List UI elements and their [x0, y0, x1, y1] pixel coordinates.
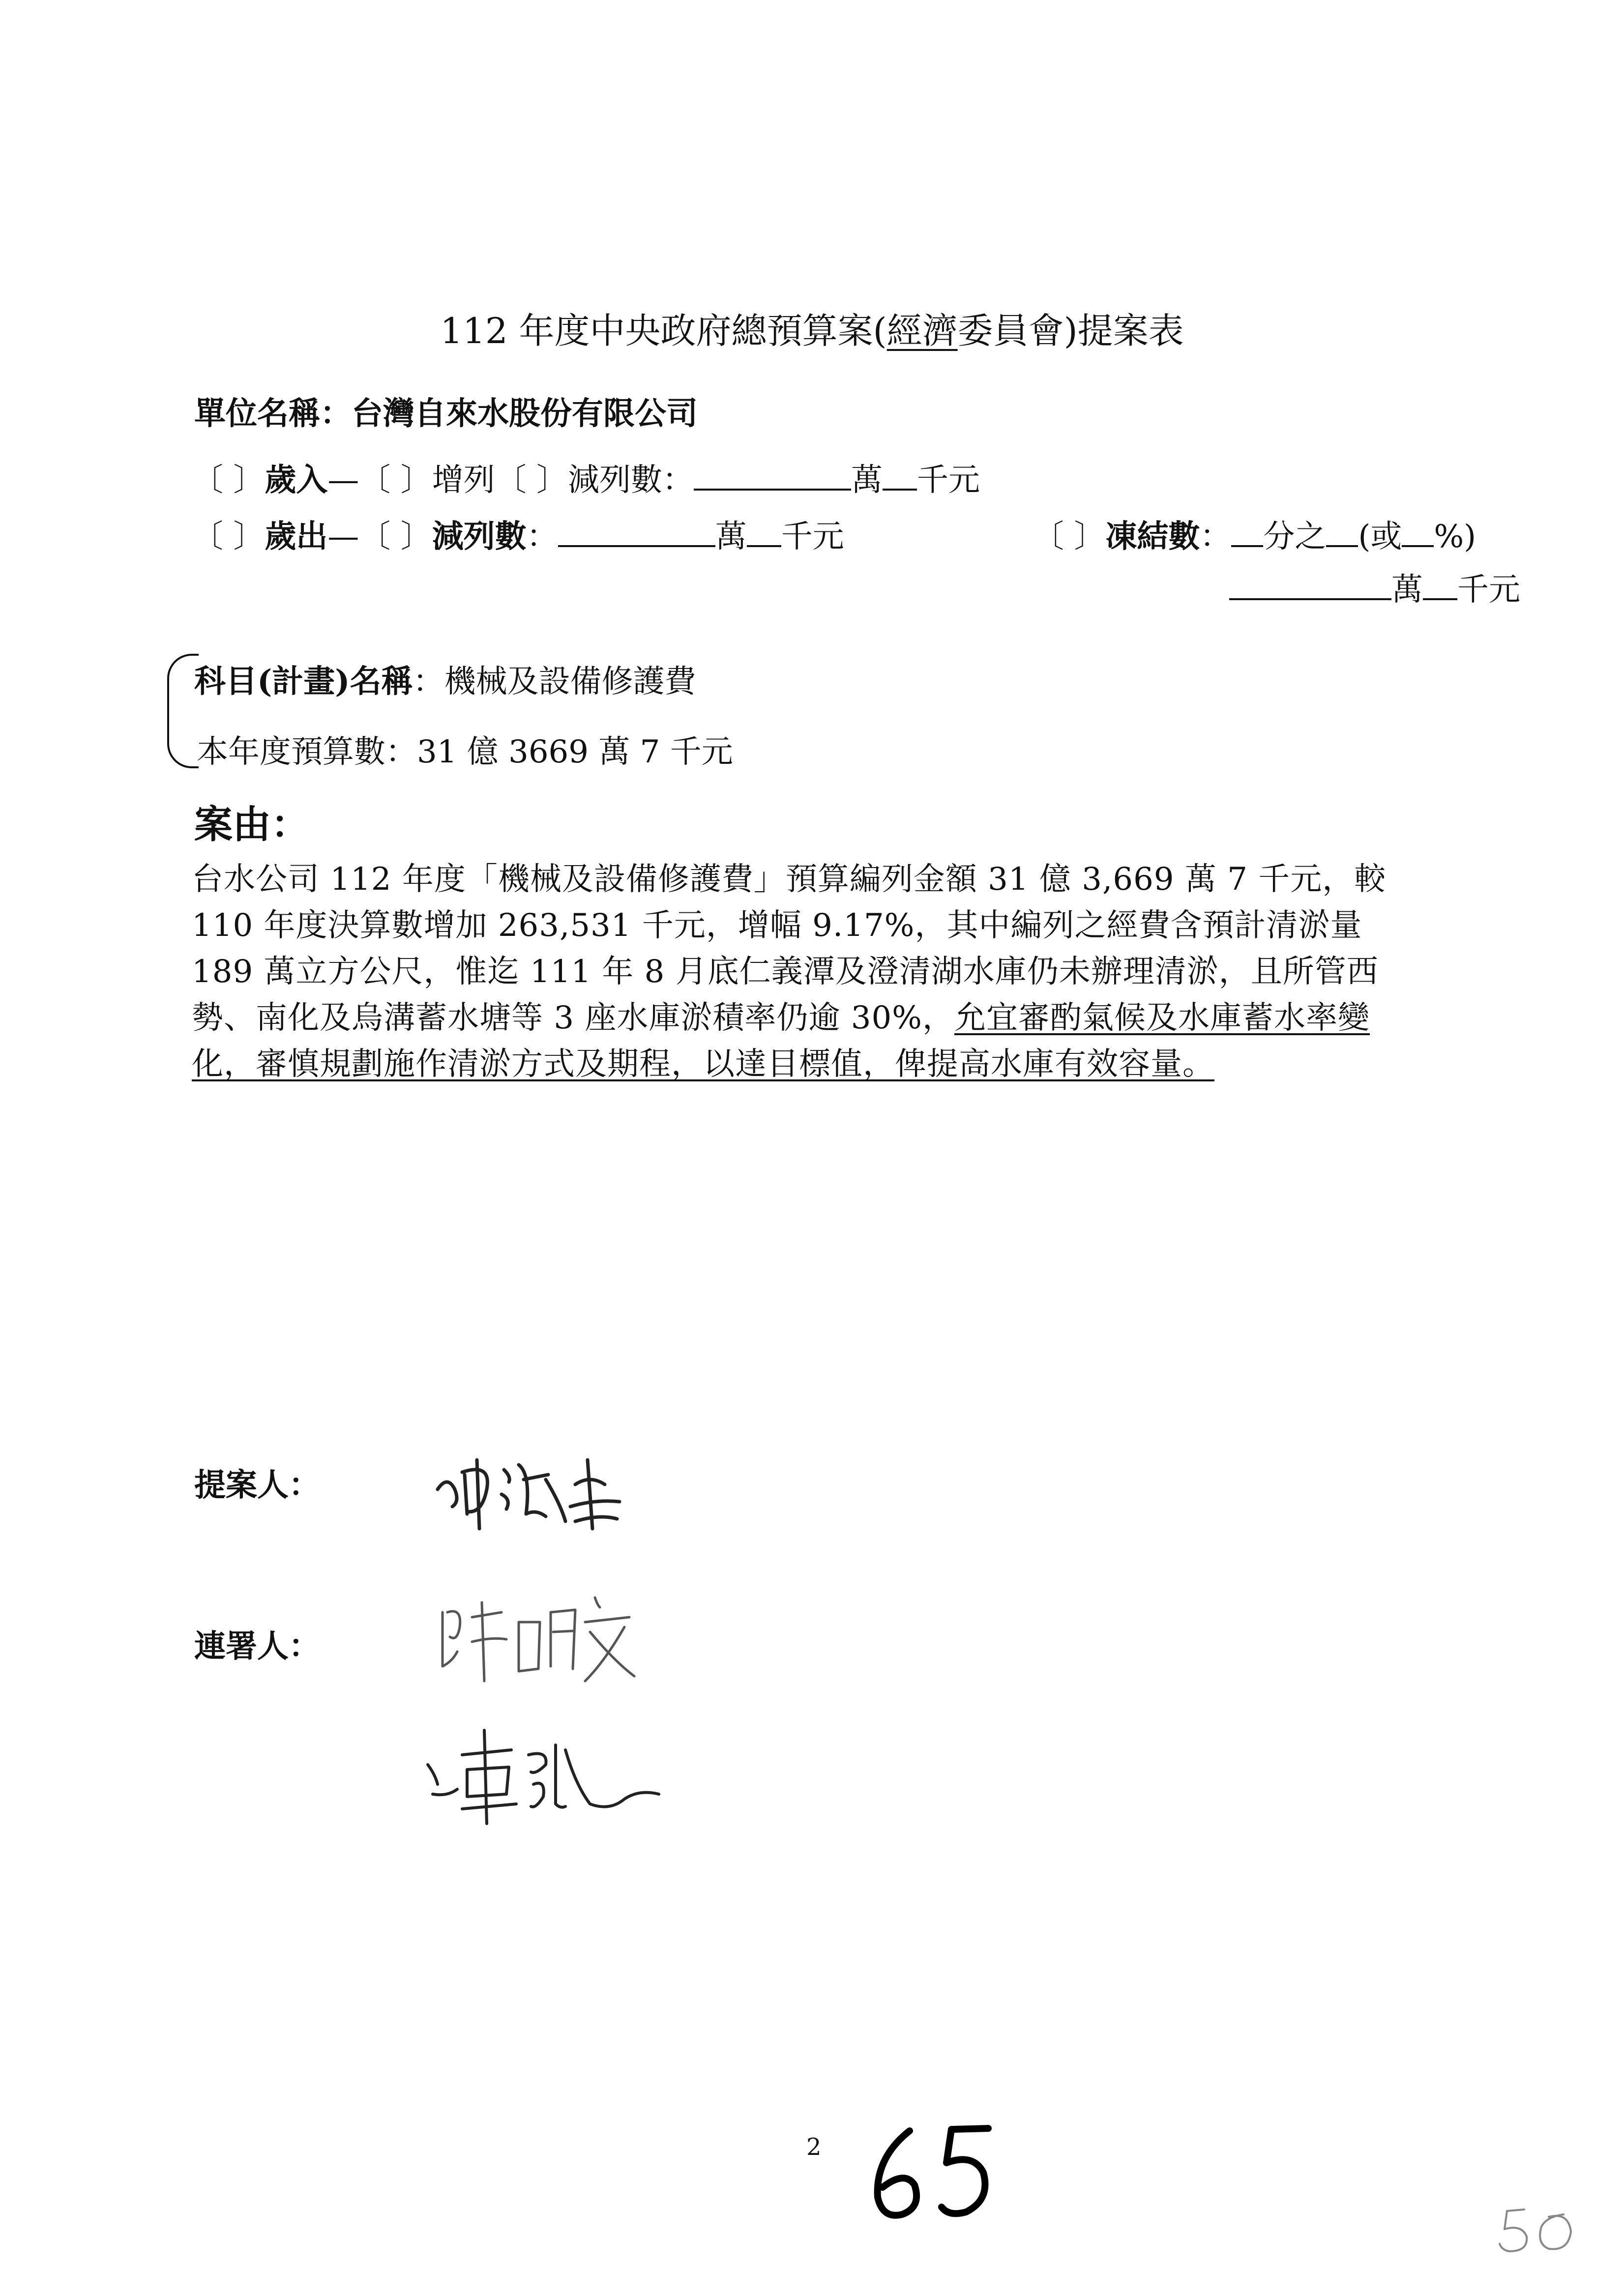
expenditure-qian-label: 千元 [781, 519, 844, 555]
cosigner-label: 連署人： [194, 1628, 320, 1665]
proposer-label: 提案人： [194, 1467, 320, 1504]
freeze-numerator-blank[interactable] [1326, 545, 1358, 547]
budget-row [197, 727, 733, 772]
budget-value: 31 億 3669 萬 7 千元 [417, 734, 733, 770]
revenue-qian-label: 千元 [917, 462, 980, 498]
budget-label: 本年度預算數： [197, 734, 417, 770]
freeze-percent-blank[interactable] [1402, 545, 1434, 547]
reason-body [192, 856, 1431, 1087]
revenue-decrease-label: 減列數： [568, 462, 694, 498]
reason-heading: 案由： [194, 802, 310, 847]
subject-row [194, 656, 696, 701]
title-suffix: 委員會)提案表 [957, 310, 1184, 351]
expenditure-colon: ： [526, 519, 558, 555]
freeze-wan-label: 萬 [1391, 572, 1423, 608]
document-title [0, 302, 1624, 353]
freeze-fraction-label: 分之 [1263, 519, 1327, 555]
expenditure-qian-blank[interactable] [747, 545, 781, 547]
expenditure-label: 歲出 [265, 518, 328, 555]
freeze-percent-close: %) [1434, 519, 1476, 555]
expenditure-wan-label: 萬 [715, 519, 747, 555]
freeze-percent-open: (或 [1358, 519, 1402, 555]
revenue-wan-label: 萬 [851, 462, 883, 498]
revenue-row [192, 455, 980, 500]
subject-colon: ： [413, 664, 444, 700]
revenue-checkbox[interactable]: 〔 〕 [192, 462, 265, 498]
freeze-checkbox[interactable]: 〔 〕 [1033, 519, 1106, 555]
reason-underlined-text: 允宜審酌氣候及水庫蓄水率變化，審慎規劃施作清淤方式及期程，以達目標值，俾提高水庫有效容量。 [192, 1000, 1370, 1082]
freeze-qian-label: 千元 [1457, 572, 1520, 608]
proposer-signature [418, 1416, 693, 1543]
handwritten-number [856, 2114, 1013, 2232]
revenue-dash: — [327, 462, 359, 498]
revenue-qian-blank[interactable] [883, 489, 917, 491]
freeze-amount-row [1229, 564, 1520, 610]
expenditure-decrease-label: 減列數 [432, 518, 527, 555]
revenue-amount-blank[interactable] [694, 489, 851, 491]
expenditure-amount-blank[interactable] [558, 545, 715, 547]
expenditure-row [192, 511, 844, 556]
unit-label: 單位名稱： [194, 395, 352, 432]
freeze-denominator-blank[interactable] [1231, 545, 1263, 547]
unit-value: 台灣自來水股份有限公司 [352, 395, 698, 432]
page-number: 2 [806, 2133, 822, 2161]
reason-text: 台水公司 112 年度「機械及設備修護費」預算編列金額 31 億 3,669 萬 7 千元，較 110 年度決算數增加 263,531 千元，增幅 9.17%，其中編列之經費含預計清淤量 189 萬立方公尺，惟迄 111 年 8 月底仁義潭及澄清湖水庫仍未辦理清淤，且所管西勢、南化及烏溝蓄水塘等 3 座水庫淤積率仍逾 30%， [192, 861, 1387, 1036]
freeze-qian-blank[interactable] [1423, 598, 1457, 600]
expenditure-checkbox[interactable]: 〔 〕 [192, 519, 265, 555]
expenditure-decrease-checkbox[interactable]: 〔 〕 [359, 519, 432, 555]
freeze-amount-blank[interactable] [1229, 598, 1391, 600]
revenue-decrease-checkbox[interactable]: 〔 〕 [495, 462, 568, 498]
unit-row [194, 388, 698, 434]
cosigner-signature-2 [413, 1711, 688, 1838]
freeze-colon: ： [1200, 519, 1232, 555]
corner-mark [1490, 2197, 1588, 2261]
subject-label: 科目(計畫)名稱 [194, 663, 413, 700]
revenue-increase-label: 增列 [432, 462, 495, 498]
title-committee: 經濟 [886, 310, 958, 351]
expenditure-dash: — [327, 519, 359, 555]
subject-value: 機械及設備修護費 [444, 664, 696, 700]
revenue-label: 歲入 [265, 462, 328, 498]
freeze-label: 凍結數 [1105, 518, 1200, 555]
cosigner-signature-1 [428, 1578, 683, 1696]
revenue-increase-checkbox[interactable]: 〔 〕 [359, 462, 432, 498]
freeze-row [1033, 511, 1476, 556]
title-prefix: 112 年度中央政府總預算案( [440, 310, 887, 351]
